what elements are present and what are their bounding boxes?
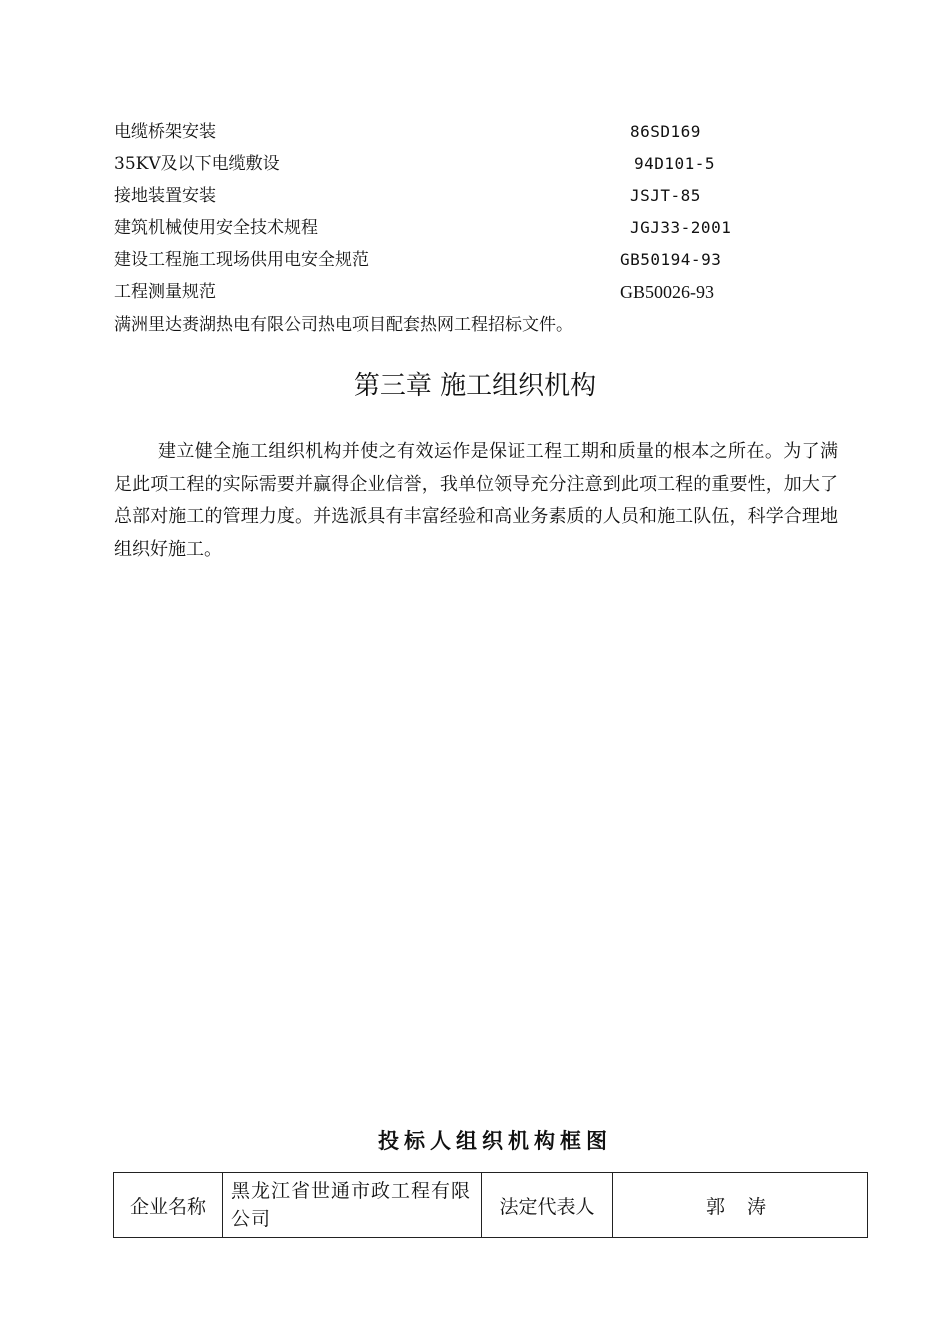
company-info-table xyxy=(113,1172,868,1238)
company-name-cell: 黑龙江省世通市政工程有限公司 xyxy=(223,1173,482,1238)
standard-row xyxy=(114,149,834,179)
rep-label-cell: 法定代表人 xyxy=(482,1173,613,1238)
standard-name: 工程测量规范 xyxy=(114,282,216,302)
org-chart-title: 投标人组织机构框图 xyxy=(378,1129,612,1153)
rep-name-cell: 郭 涛 xyxy=(613,1173,868,1238)
standard-code: GB50194-93 xyxy=(620,250,722,269)
table-row xyxy=(114,1173,868,1238)
standard-row xyxy=(114,117,834,147)
standard-name: 建筑机械使用安全技术规程 xyxy=(114,218,318,238)
standard-name: 建设工程施工现场供用电安全规范 xyxy=(114,250,369,270)
standard-name: 接地装置安装 xyxy=(114,186,216,206)
chapter-title: 第三章 施工组织机构 xyxy=(353,371,597,401)
tender-document-note: 满洲里达赉湖热电有限公司热电项目配套热网工程招标文件。 xyxy=(114,315,573,335)
standard-code: GB50026-93 xyxy=(620,282,714,302)
standard-code: 94D101-5 xyxy=(634,154,716,173)
standard-code: JSJT-85 xyxy=(630,186,701,205)
standard-row xyxy=(114,181,834,211)
standard-row xyxy=(114,245,834,275)
standard-code: 86SD169 xyxy=(630,122,701,141)
standard-row xyxy=(114,213,834,243)
standard-row xyxy=(114,277,834,307)
company-label-cell: 企业名称 xyxy=(114,1173,223,1238)
standard-name: 35KV及以下电缆敷设 xyxy=(114,154,280,174)
standard-name: 电缆桥架安装 xyxy=(114,122,216,142)
body-paragraph: 建立健全施工组织机构并使之有效运作是保证工程工期和质量的根本之所在。为了满足此项工程的实际需要并赢得企业信誉，我单位领导充分注意到此项工程的重要性，加大了总部对施工的管理力度。并选派具有丰富经验和高业务素质的人员和施工队伍，科学合理地组织好施工。 xyxy=(114,441,838,560)
standard-code: JGJ33-2001 xyxy=(630,218,732,237)
